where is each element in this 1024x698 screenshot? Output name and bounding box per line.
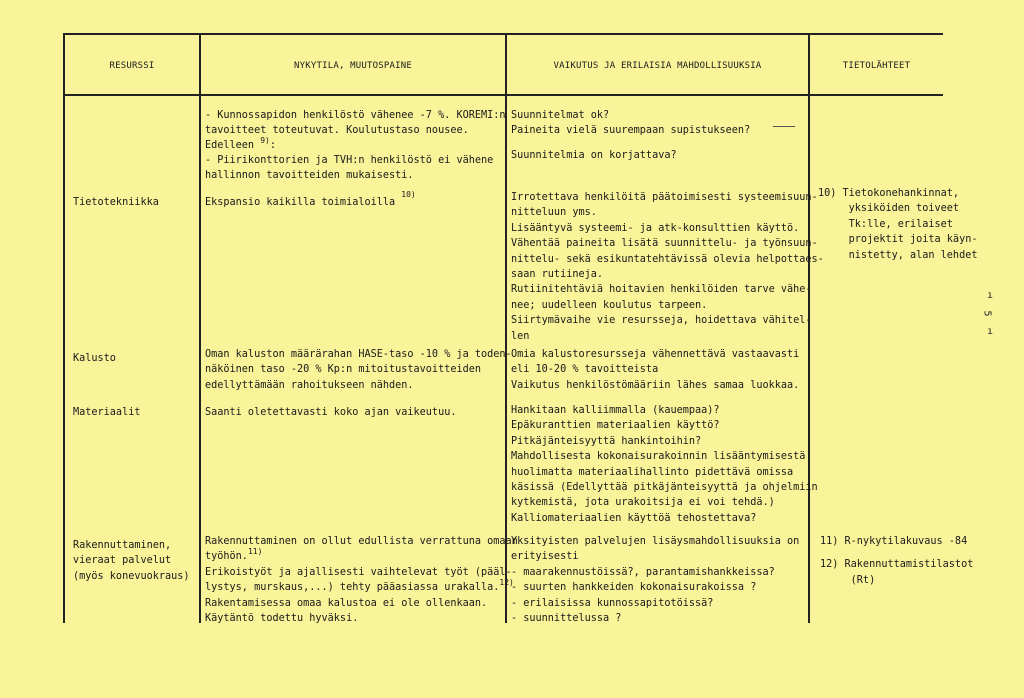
source-line: yksiköiden toiveet: [818, 203, 960, 215]
nykytila-text: lystys, murskaus,...) tehty pääasiassa urakalla.: [205, 582, 500, 594]
vaikutus-line: Omia kalustoresursseja vähennettävä vastaavasti: [511, 349, 800, 360]
header-vaikutus: VAIKUTUS JA ERILAISIA MAHDOLLISUUKSIA: [553, 60, 762, 71]
column-divider-1: [63, 33, 65, 623]
resource-line: (myös konevuokraus): [73, 570, 190, 582]
margin-tick-bottom: ı: [987, 326, 994, 337]
vaikutus-line: Mahdollisesta kokonaisurakoinnin lisääntymisestä: [511, 451, 806, 463]
header-nykytila: NYKYTILA, MUUTOSPAINE: [294, 60, 412, 71]
vaikutus-line: eli 10-20 % tavoitteista: [511, 364, 659, 376]
source-line: 11) R-nykytilakuvaus -84: [820, 536, 968, 547]
resource-materiaalit: Materiaalit: [73, 407, 141, 418]
header-tietolahteet: TIETOLÄHTEET: [842, 60, 911, 71]
vaikutus-line: - suurten hankkeiden kokonaisurakoissa ?: [511, 582, 757, 594]
edelleen-text: Edelleen: [205, 140, 261, 151]
intro-nykytila-line: - Kunnossapidon henkilöstö vähenee -7 %. KOREMI:n: [205, 110, 506, 121]
vaikutus-line: Siirtymävaihe vie resursseja, hoidettava vähitel-: [511, 315, 812, 327]
vaikutus-line: huolimatta materiaalihallinto pidettävä omissa: [511, 466, 794, 478]
vaikutus-line: saan rutiineja.: [511, 269, 604, 281]
intro-vaikutus-line: Paineita vielä suurempaan supistukseen?: [511, 125, 751, 136]
resource-rakennuttaminen: [73, 538, 190, 584]
nykytila-line: Rakennuttaminen on ollut edullista verrattuna omaan: [205, 536, 518, 547]
nykytila-line: [205, 580, 518, 595]
intro-nykytila-line: [205, 138, 276, 153]
vaikutus-line: nee; uudelleen koulutus tarpeen.: [511, 299, 708, 311]
vaikutus-tietotekniikka: [511, 190, 824, 344]
source-line: projektit joita käyn-: [818, 234, 978, 246]
nykytila-line: näköinen taso -20 % Kp:n mitoitustavoitteiden: [205, 364, 482, 376]
vaikutus-line: Yksityisten palvelujen lisäysmahdollisuuksia on: [511, 536, 800, 547]
nykytila-tietotekniikka-text: Ekspansio kaikilla toimialoilla: [205, 197, 396, 208]
vaikutus-materiaalit: [511, 403, 818, 526]
vaikutus-line: Lisääntyvä systeemi- ja atk-konsulttien käyttö.: [511, 222, 800, 234]
resource-tietotekniikka: Tietotekniikka: [73, 197, 159, 208]
intro-nykytila-line: - Piirikonttorien ja TVH:n henkilöstö ei vähene: [205, 155, 494, 166]
vaikutus-line: käsissä (Edellyttää pitkäjänteisyyttä ja ohjelmiin: [511, 482, 818, 494]
nykytila-line: Erikoistyöt ja ajallisesti vaihtelevat työt (pääl-: [205, 566, 512, 578]
nykytila-line: edellyttämään rahoitukseen nähden.: [205, 379, 414, 391]
source-line: 10) Tietokonehankinnat,: [818, 188, 960, 199]
intro-nykytila-line: hallinnon tavoitteiden mukaisesti.: [205, 170, 414, 181]
vaikutus-line: - maarakennustöissä?, parantamishankkeissa?: [511, 566, 775, 578]
stray-dash-mark: [773, 126, 795, 127]
vaikutus-line: Hankitaan kalliimmalla (kauempaa)?: [511, 405, 720, 416]
vaikutus-line: Irrotettava henkilöitä päätoimisesti systeemisuun-: [511, 192, 818, 203]
vaikutus-line: - suunnittelussa ?: [511, 613, 622, 625]
nykytila-line: [205, 549, 518, 564]
intro-vaikutus-line: Suunnitelmat ok?: [511, 110, 610, 121]
margin-tick-top: ı: [987, 290, 994, 301]
tietolahteet-tietotekniikka: [818, 186, 977, 263]
intro-vaikutus-line: Suunnitelmia on korjattava?: [511, 150, 677, 161]
vaikutus-line: Rutiinitehtäviä hoitavien henkilöiden tarve vähe-: [511, 284, 812, 296]
vaikutus-line: nittelu- sekä esikuntatehtävissä olevia helpottaes-: [511, 253, 824, 265]
footnote-9: 9): [260, 136, 270, 145]
nykytila-line: Oman kaluston määrärahan HASE-taso -10 % ja toden-: [205, 349, 512, 360]
source-line: [820, 549, 973, 557]
nykytila-materiaalit: Saanti oletettavasti koko ajan vaikeutuu.: [205, 407, 457, 418]
source-line: (Rt): [820, 574, 876, 586]
vaikutus-line: erityisesti: [511, 551, 579, 563]
footnote-12: 12): [499, 578, 514, 588]
vaikutus-line: nitteluun yms.: [511, 207, 597, 219]
source-line: Tk:lle, erilaiset: [818, 218, 953, 230]
vaikutus-line: Epäkuranttien materiaalien käyttö?: [511, 420, 720, 432]
table-top-border: [63, 33, 943, 35]
nykytila-line: Käytäntö todettu hyväksi.: [205, 613, 359, 625]
footnote-10: 10): [401, 190, 416, 199]
vaikutus-rakennuttaminen: [511, 534, 799, 626]
margin-page-number: 5: [981, 310, 993, 317]
tietolahteet-rakennuttaminen: [820, 534, 973, 588]
vaikutus-kalusto: [511, 347, 799, 393]
vaikutus-line: Vähentää paineita lisätä suunnittelu- ja työnsuun-: [511, 238, 818, 250]
nykytila-text: työhön.: [205, 551, 248, 563]
vaikutus-line: Kalliomateriaalien käyttöä tehostettava?: [511, 512, 757, 524]
vaikutus-line: - erilaisissa kunnossapitotöissä?: [511, 597, 714, 609]
resource-line: Rakennuttaminen,: [73, 540, 172, 551]
resource-kalusto: Kalusto: [73, 353, 116, 364]
vaikutus-line: kytkemistä, jota urakoitsija ei voi tehdä.): [511, 497, 775, 509]
vaikutus-line: len: [511, 330, 530, 342]
nykytila-rakennuttaminen: [205, 534, 518, 626]
nykytila-tietotekniikka: [205, 190, 416, 210]
footnote-11: 11): [247, 547, 263, 557]
column-divider-2: [199, 33, 201, 623]
intro-nykytila-line: tavoitteet toteutuvat. Koulutustaso nousee.: [205, 125, 469, 136]
source-line: nistetty, alan lehdet: [818, 249, 978, 261]
source-line: 12) Rakennuttamistilastot: [820, 559, 974, 571]
header-resurssi: RESURSSI: [109, 60, 155, 71]
edelleen-colon: :: [269, 140, 276, 151]
nykytila-line: Rakentamisessa omaa kalustoa ei ole ollenkaan.: [205, 597, 488, 609]
resource-line: vieraat palvelut: [73, 555, 172, 567]
nykytila-kalusto: [205, 347, 512, 393]
vaikutus-line: Vaikutus henkilöstömääriin lähes samaa luokkaa.: [511, 379, 800, 391]
vaikutus-line: Pitkäjänteisyyttä hankintoihin?: [511, 435, 702, 447]
